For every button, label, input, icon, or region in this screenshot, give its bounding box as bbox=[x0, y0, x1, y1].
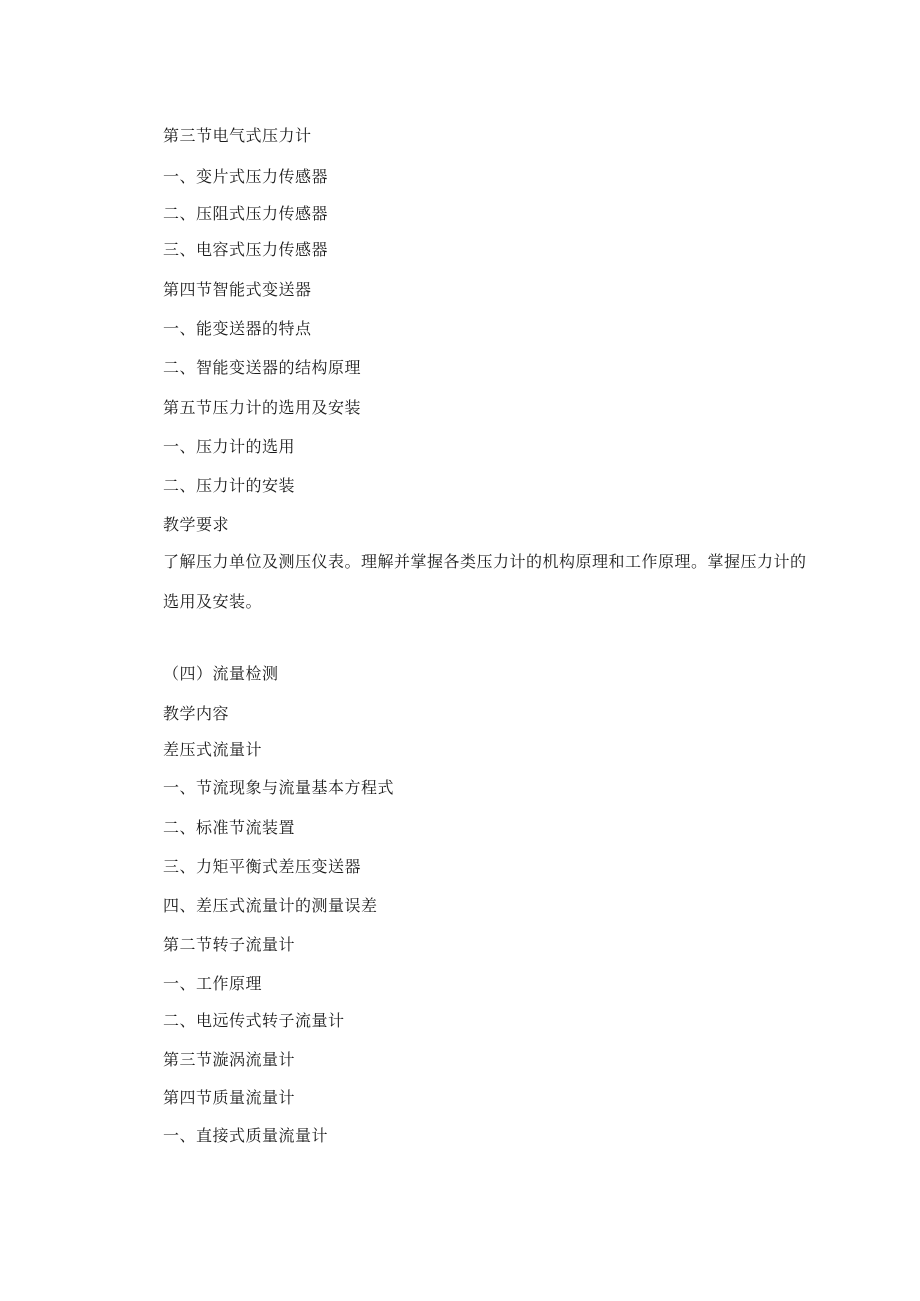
list-item: 二、压力计的安装 bbox=[163, 476, 296, 495]
list-item: 四、差压式流量计的测量误差 bbox=[163, 896, 378, 915]
section-heading: 差压式流量计 bbox=[163, 740, 263, 759]
list-item: 一、压力计的选用 bbox=[163, 437, 296, 456]
section-heading: 第四节质量流量计 bbox=[163, 1088, 296, 1107]
list-item: 二、电远传式转子流量计 bbox=[163, 1011, 345, 1030]
list-item: 一、能变送器的特点 bbox=[163, 319, 312, 338]
list-item: 一、节流现象与流量基本方程式 bbox=[163, 778, 395, 797]
requirements-text-line-2: 选用及安装。 bbox=[163, 592, 263, 611]
section-heading: 第三节电气式压力计 bbox=[163, 126, 312, 145]
requirements-text-line-1: 了解压力单位及测压仪表。理解并掌握各类压力计的机构原理和工作原理。掌握压力计的 bbox=[163, 552, 807, 571]
list-item: 三、电容式压力传感器 bbox=[163, 240, 329, 259]
list-item: 一、变片式压力传感器 bbox=[163, 167, 329, 186]
chapter-heading: （四）流量检测 bbox=[163, 664, 279, 683]
section-heading: 第五节压力计的选用及安装 bbox=[163, 398, 362, 417]
list-item: 二、标准节流装置 bbox=[163, 818, 296, 837]
list-item: 一、工作原理 bbox=[163, 974, 263, 993]
section-heading: 第三节漩涡流量计 bbox=[163, 1050, 296, 1069]
section-heading: 第二节转子流量计 bbox=[163, 935, 296, 954]
list-item: 二、智能变送器的结构原理 bbox=[163, 358, 362, 377]
list-item: 一、直接式质量流量计 bbox=[163, 1126, 329, 1145]
section-heading: 第四节智能式变送器 bbox=[163, 280, 312, 299]
list-item: 三、力矩平衡式差压变送器 bbox=[163, 857, 362, 876]
requirements-heading: 教学要求 bbox=[163, 515, 230, 534]
list-item: 二、压阻式压力传感器 bbox=[163, 204, 329, 223]
content-heading: 教学内容 bbox=[163, 704, 230, 723]
